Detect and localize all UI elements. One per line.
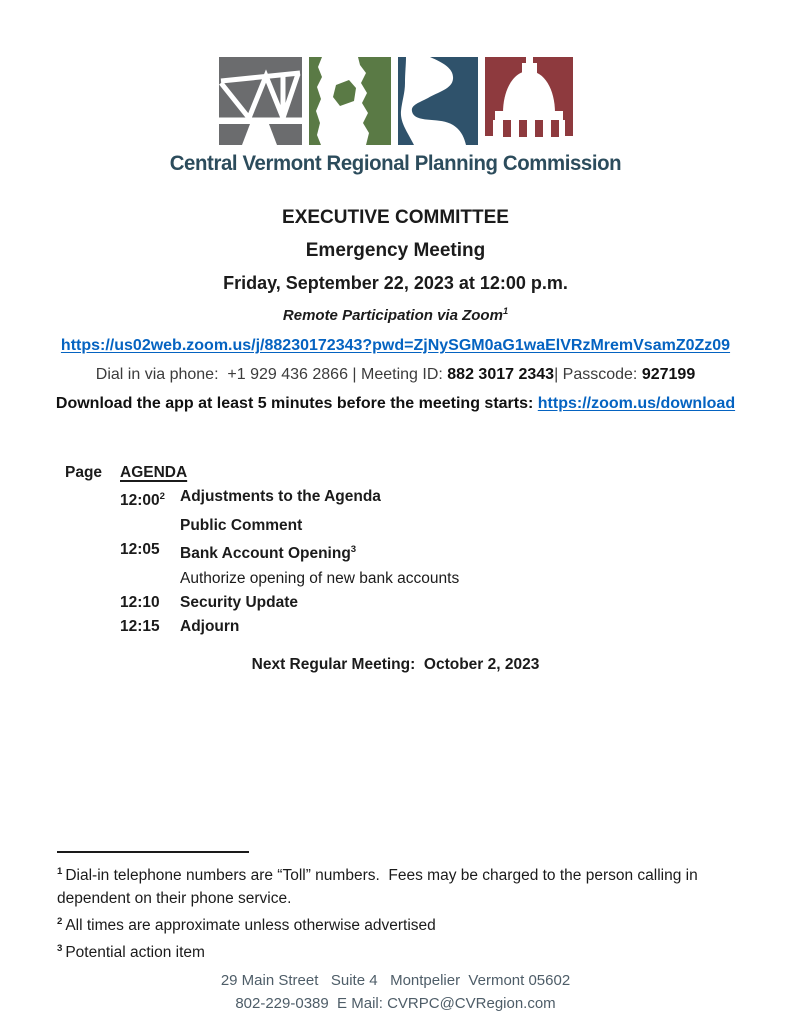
agenda-page-cell	[65, 514, 120, 538]
agenda-item-title: Adjourn	[180, 618, 240, 636]
agenda-time	[120, 567, 180, 591]
vermont-state-icon	[309, 57, 391, 145]
river-icon	[398, 57, 478, 145]
committee-title: EXECUTIVE COMMITTEE	[282, 207, 509, 228]
zoom-link-line	[0, 335, 791, 356]
dial-phone-label: Dial in via phone: +1 929 436 2866 | Meeting ID:	[95, 366, 448, 383]
remote-note-text: Remote Participation via Zoom	[282, 307, 503, 324]
agenda-time: 12:15	[120, 618, 160, 636]
footnotes-section	[57, 851, 743, 964]
meeting-id-value: 882 3017 2343	[447, 366, 555, 383]
footnote: $^3$ Potential action item	[57, 943, 205, 962]
agenda-time: 12:10	[120, 593, 160, 611]
agenda-time: $12:00^2$	[120, 491, 165, 510]
logo-caption: Central Vermont Regional Planning Commission	[169, 152, 622, 175]
agenda-item-title: Security Update	[180, 593, 299, 611]
zoom-download-link[interactable]: https://zoom.us/download	[537, 395, 736, 412]
bridge-icon	[219, 57, 302, 145]
meeting-type: Emergency Meeting	[305, 240, 486, 261]
agenda-item-title: Authorize opening of new bank accounts	[180, 569, 460, 587]
cvrpc-logo	[0, 0, 791, 176]
zoom-meeting-link[interactable]: https://us02web.zoom.us/j/88230172343?pwd=ZjNySGM0aG1waElVRzMremVsamZ0Zz09	[60, 337, 731, 354]
footnote-divider	[57, 851, 249, 853]
document-footer	[0, 969, 791, 1015]
download-app-line	[0, 393, 791, 414]
agenda-time: 12:05	[120, 541, 160, 559]
page-column-header: Page	[65, 464, 103, 481]
agenda-page-cell	[65, 538, 120, 566]
agenda-item-title: Adjustments to the Agenda	[180, 488, 381, 506]
capitol-dome-icon	[485, 57, 573, 145]
agenda-page-cell	[65, 485, 120, 513]
agenda-page-cell	[65, 615, 120, 639]
passcode-label: | Passcode:	[554, 366, 642, 383]
agenda-heading: AGENDA	[120, 464, 188, 481]
next-meeting-note: Next Regular Meeting: October 2, 2023	[251, 656, 540, 674]
agenda-item-title: Bank Account Opening$^3$	[180, 544, 357, 563]
footer-contact: 802-229-0389 E Mail: CVRPC@CVRegion.com	[235, 995, 556, 1012]
agenda-page-cell	[65, 591, 120, 615]
footer-address: 29 Main Street Suite 4 Montpelier Vermont 05602	[220, 972, 571, 989]
footnote: $^1$ Dial-in telephone numbers are “Toll” numbers. Fees may be charged to the person calling in dependent on their phone service.	[57, 866, 703, 908]
agenda-page-cell	[65, 567, 120, 591]
footnote: $^2$ All times are approximate unless otherwise advertised	[57, 916, 436, 935]
meeting-datetime: Friday, September 22, 2023 at 12:00 p.m.	[223, 273, 568, 293]
download-instruction-text: Download the app at least 5 minutes before the meeting starts:	[55, 395, 538, 412]
remote-note-footnote-ref: 1	[502, 306, 509, 316]
logo-panels	[0, 57, 791, 145]
meeting-header	[0, 206, 791, 414]
agenda-time	[120, 514, 180, 538]
agenda-item-title: Public Comment	[180, 516, 303, 534]
dial-info-line	[0, 364, 791, 385]
remote-participation-note	[0, 302, 791, 325]
agenda-table	[65, 461, 791, 639]
passcode-value: 927199	[641, 366, 696, 383]
